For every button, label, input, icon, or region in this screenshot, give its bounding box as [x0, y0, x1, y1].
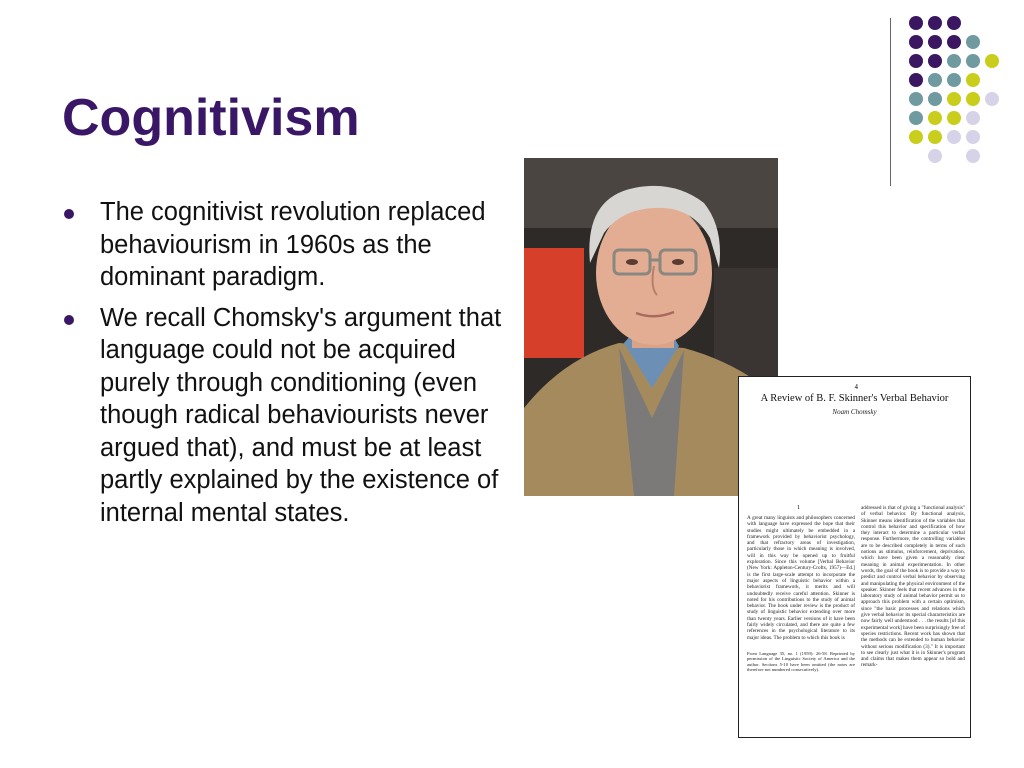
bullet-icon [64, 315, 74, 325]
doc-footnote: From Language 35, no. 1 (1959): 26-58. Reprinted by permission of the Linguistic Society of America and the author. Sections 5-10 have been omitted (the notes are therefore not numbered consecutively). [747, 650, 855, 673]
bullet-text: The cognitivist revolution replaced behaviourism in 1960s as the dominant paradigm. [100, 198, 486, 291]
decorative-dot [947, 16, 961, 30]
decorative-dot [928, 149, 942, 163]
decorative-dot [947, 130, 961, 144]
decorative-dot [909, 130, 923, 144]
decorative-dot [909, 54, 923, 68]
decorative-dot [909, 111, 923, 125]
bullet-item [62, 196, 517, 294]
doc-title: A Review of B. F. Skinner's Verbal Behavior [760, 393, 949, 404]
bullet-text: We recall Chomsky's argument that language could not be acquired purely through conditioning (even though radical behaviourists never argued that), and must be at least partly explained by the existence of internal mental states. [100, 303, 502, 527]
decorative-dot-grid [909, 16, 1009, 166]
decorative-dot [947, 35, 961, 49]
decorative-dot [909, 92, 923, 106]
doc-left-text: A great many linguists and philosophers concerned with language have expressed the hope that their studies might ultimately be embedded in a framework provided by behaviorist psychology, and that refractory areas of investigation, particularly those in which meaning is involved, will in this way be opened up to fruitful exploration. Since this volume [Verbal Behavior (New York: Appleton-Century-Crofts, 1957)—Ed.] is the first large-scale attempt to incorporate the major aspects of linguistic behavior within a behaviorist framework, it merits and will undoubtedly receive careful attention. Skinner is noted for his contributions to the study of animal behavior. The book under review is the product of study of linguistic behavior extending over more than twenty years. Earlier versions of it have been fairly widely circulated, and there are quite a few references in the psychological literature to its major ideas. The problem to which this book is [747, 515, 855, 641]
decorative-dot [966, 92, 980, 106]
decorative-dot [985, 92, 999, 106]
doc-right-column: addressed is that of giving a "functional analysis" of verbal behavior. By functional analysis, Skinner means identification of the variables that control this behavior and specification of how they interact to determine a particular verbal response. Furthermore, the controlling variables are to be described completely in terms of such notions as stimulus, reinforcement, deprivation, which have been given a reasonably clear meaning in animal experimentation. In other words, the goal of the book is to provide a way to predict and control verbal behavior by observing and manipulating the physical environment of the speaker. Skinner feels that recent advances in the laboratory study of animal behavior permit us to approach this problem with a certain optimism, since "the basic processes and relations which give verbal behavior its special characteristics are now fairly well understood . . . the results [of this experimental work] have been surprisingly free of species restrictions. Recent work has shown that the methods can be extended to human behavior without serious modification (3)." It is important to see clearly just what it is in Skinner's program and claims that makes them appear so bold and remark- [861, 505, 965, 669]
decorative-dot [909, 73, 923, 87]
slide-title: Cognitivism [62, 89, 360, 147]
decorative-dot [966, 130, 980, 144]
decorative-dot [928, 16, 942, 30]
decorative-dot [928, 130, 942, 144]
doc-author: Noam Chomsky [832, 408, 877, 416]
decorative-divider [890, 18, 891, 186]
decorative-dot [909, 16, 923, 30]
decorative-dot [909, 35, 923, 49]
bullet-list [62, 196, 517, 537]
decorative-dot [966, 35, 980, 49]
decorative-dot [928, 92, 942, 106]
bullet-icon [64, 209, 74, 219]
bullet-item [62, 302, 517, 530]
doc-left-column [747, 515, 855, 739]
decorative-dot [928, 73, 942, 87]
document-excerpt [738, 376, 971, 738]
decorative-dot [947, 92, 961, 106]
decorative-dot [966, 73, 980, 87]
decorative-dot [966, 149, 980, 163]
decorative-dot [928, 35, 942, 49]
decorative-dot [947, 111, 961, 125]
decorative-dot [928, 111, 942, 125]
decorative-dot [947, 73, 961, 87]
decorative-dot [966, 111, 980, 125]
decorative-dot [947, 54, 961, 68]
doc-section-number: 1 [797, 505, 800, 511]
decorative-dot [928, 54, 942, 68]
decorative-dot [985, 54, 999, 68]
decorative-dot [966, 54, 980, 68]
doc-page-number: 4 [854, 383, 858, 391]
